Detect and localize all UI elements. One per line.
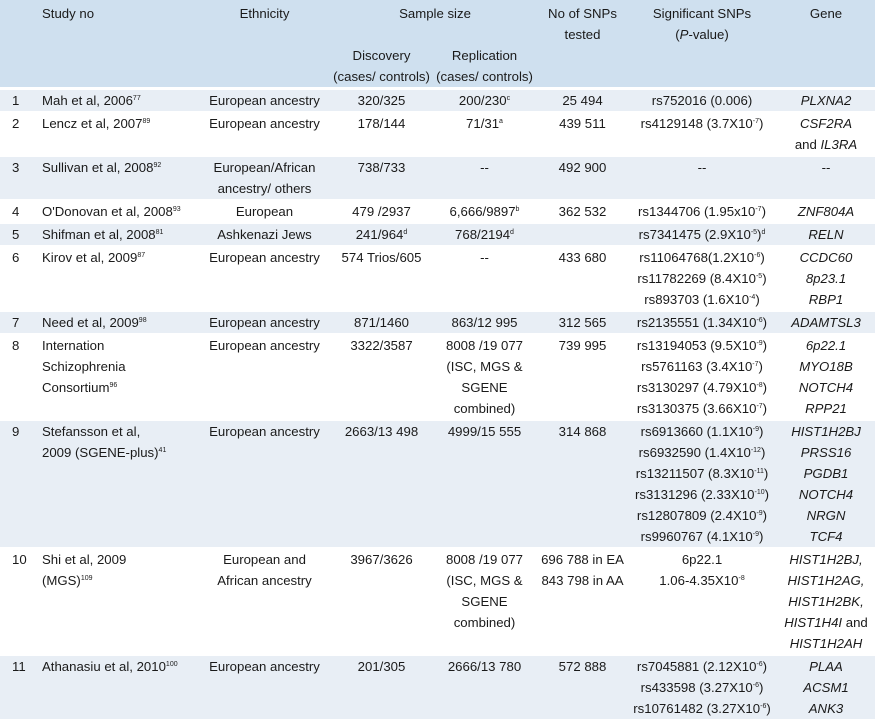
snps-tested-cell: 492 900 (558, 160, 607, 175)
significant-snps-cell: rs13194053 $(9.5X10^{-9})$ rs5761163 $(3.4X10^{-7})$ rs3130297 $(4.79X10^{-8})$ rs3130375 $(3.66X10^{-7})$ (636, 338, 768, 416)
discovery-cell: 2663/13 498 (344, 424, 419, 439)
replication-cell: 768/2194$^d$ (455, 227, 514, 242)
table-row (0, 420, 875, 548)
snps-tested-cell: 739 995 (558, 338, 607, 353)
discovery-cell: 320/325 (357, 93, 406, 108)
snps-tested-cell: 439 511 (559, 116, 606, 131)
ethnicity-cell: European ancestry (209, 659, 320, 674)
significant-snps-cell: rs7341475 $(2.9X10^{-5})^d$ (638, 227, 766, 242)
replication-cell: 8008 /19 077 (ISC, MGS & SGENE combined) (445, 338, 523, 416)
significant-snps-cell: rs2135551 $(1.34X10^{-6})$ (636, 315, 768, 330)
study-cell: Kirov et al, 2009$^{87}$ (42, 250, 146, 265)
gene-cell: HIST1H2BJ, HIST1H2AG, HIST1H2BK, HIST1H4I and HIST1H2AH (784, 552, 868, 651)
ethnicity-cell: European ancestry (209, 338, 320, 353)
row-number: 2 (12, 116, 20, 131)
discovery-cell: 479 /2937 (352, 204, 411, 219)
significant-snps-cell: rs1344706 $(1.95x10^{-7})$ (638, 204, 766, 219)
row-number: 10 (12, 552, 27, 567)
table-row (0, 112, 875, 156)
replication-cell: 4999/15 555 (447, 424, 522, 439)
table-row (0, 223, 875, 246)
table-row (0, 655, 875, 719)
significant-snps-cell: rs4129148 $(3.7X10^{-7})$ (640, 116, 764, 131)
snps-tested-cell: 314 868 (558, 424, 607, 439)
gene-cell: PLAA ACSM1 ANK3 (803, 659, 849, 716)
study-cell: Sullivan et al, 2008$^{92}$ (42, 160, 162, 175)
study-cell: Need et al, 2009$^{98}$ (42, 315, 147, 330)
replication-cell: 6,666/9897$^b$ (449, 204, 520, 219)
snps-tested-cell: 312 565 (558, 315, 607, 330)
row-number: 3 (12, 160, 20, 175)
study-cell: Stefansson et al, 2009 (SGENE-plus)$^{41}$ (42, 424, 167, 460)
discovery-cell: 3967/3626 (350, 552, 413, 567)
snps-tested-cell: 433 680 (558, 250, 607, 265)
study-cell: Lencz et al, 2007$^{89}$ (42, 116, 151, 131)
ethnicity-cell: European ancestry (209, 315, 320, 330)
ethnicity-cell: European ancestry (209, 93, 320, 108)
study-cell: Shi et al, 2009 (MGS)$^{109}$ (42, 552, 127, 588)
row-number: 7 (12, 315, 20, 330)
row-number: 1 (12, 93, 20, 108)
snps-tested-cell: 362 532 (558, 204, 607, 219)
snps-tested-cell: 25 494 (562, 93, 603, 108)
row-number: 11 (12, 659, 26, 674)
gene-cell: ADAMTSL3 (791, 315, 861, 330)
study-cell: O'Donovan et al, 2008$^{93}$ (42, 204, 181, 219)
subheader-row (0, 45, 875, 89)
ethnicity-cell: European ancestry (209, 116, 320, 131)
gene-cell: -- (821, 160, 831, 175)
table-row (0, 156, 875, 200)
header-ethnicity: Ethnicity (239, 6, 290, 21)
header-snps-tested: No of SNPs tested (548, 6, 617, 42)
gene-cell: ZNF804A (797, 204, 855, 219)
snps-tested-cell: 696 788 in EA 843 798 in AA (541, 552, 624, 588)
row-number: 9 (12, 424, 20, 439)
gene-cell: 6p22.1 MYO18B NOTCH4 RPP21 (798, 338, 854, 416)
header-significant-snps: Significant SNPs (P-value) (652, 6, 752, 42)
replication-cell: -- (480, 250, 489, 265)
discovery-cell: 201/305 (357, 659, 406, 674)
table-row (0, 246, 875, 311)
ethnicity-cell: European/African ancestry/ others (213, 160, 316, 196)
header-gene: Gene (809, 6, 843, 21)
discovery-cell: 871/1460 (353, 315, 409, 330)
table-row (0, 548, 875, 655)
study-cell: Athanasiu et al, 2010$^{100}$ (42, 659, 178, 674)
significant-snps-cell: $rs11064768(1.2X10^{-6})$ rs11782269 $(8.4X10^{-5})$ rs893703 $(1.6X10^{-4})$ (637, 250, 767, 307)
significant-snps-cell: -- (697, 160, 707, 175)
gene-cell: HIST1H2BJ PRSS16 PGDB1 NOTCH4 NRGN TCF4 (791, 424, 861, 544)
row-number: 5 (12, 227, 20, 242)
snps-tested-cell: 572 888 (558, 659, 607, 674)
study-cell: Mah et al, 2006$^{77}$ (42, 93, 141, 108)
header-discovery: Discovery (cases/ controls) (333, 48, 430, 84)
header-replication: Replication (cases/ controls) (436, 48, 533, 84)
header-sample-size: Sample size (399, 6, 471, 21)
significant-snps-cell: rs6913660 $(1.1X10^{-9})$ rs6932590 $(1.4X10^{-12})$ rs13211507 $(8.3X10^{-11})$ rs3131296 $(2.33X10^{-10})$ rs12807809 $(2.4X10^{-9})$ rs9960767 $(4.1X10^{-9})$ (634, 424, 770, 544)
row-number: 6 (12, 250, 20, 265)
replication-cell: -- (480, 160, 489, 175)
header-row (0, 0, 875, 45)
discovery-cell: 574 Trios/605 (341, 250, 422, 265)
replication-cell: 71/31$^a$ (466, 116, 503, 131)
significant-snps-cell: rs752016 (0.006) (651, 93, 753, 108)
snps-tested-cell (538, 223, 627, 246)
gene-cell: CSF2RA and IL3RA (794, 116, 858, 152)
ethnicity-cell: European (235, 204, 294, 219)
discovery-cell: 738/733 (357, 160, 406, 175)
discovery-cell: 3322/3587 (350, 338, 413, 353)
gene-cell: RELN (808, 227, 844, 242)
replication-cell: 2666/13 780 (447, 659, 522, 674)
study-cell: Internation Schizophrenia Consortium$^{96}$ (42, 338, 126, 395)
ethnicity-cell: European ancestry (209, 250, 320, 265)
table-row (0, 311, 875, 334)
row-number: 4 (12, 204, 20, 219)
discovery-cell: 241/964$^d$ (355, 227, 408, 242)
replication-cell: 863/12 995 (451, 315, 518, 330)
table-row (0, 200, 875, 223)
header-study-no: Study no (42, 6, 95, 21)
gene-cell: CCDC60 8p23.1 RBP1 (799, 250, 853, 307)
significant-snps-cell: 6p22.1 $1.06-4.35X10^{-8}$ (659, 552, 745, 588)
significant-snps-cell: rs7045881 $(2.12X10^{-6})$ rs433598 $(3.27X10^{-6})$ rs10761482 $(3.27X10^{-6})$ (633, 659, 771, 716)
discovery-cell: 178/144 (357, 116, 406, 131)
ethnicity-cell: European ancestry (209, 424, 320, 439)
table-row (0, 334, 875, 420)
replication-cell: 200/230$^c$ (458, 93, 511, 108)
replication-cell: 8008 /19 077 (ISC, MGS & SGENE combined) (445, 552, 523, 630)
row-number: 8 (12, 338, 20, 353)
study-cell: Shifman et al, 2008$^{81}$ (42, 227, 164, 242)
gene-cell: PLXNA2 (800, 93, 852, 108)
ethnicity-cell: European and African ancestry (217, 552, 312, 588)
table-row (0, 89, 875, 113)
ethnicity-cell: Ashkenazi Jews (217, 227, 312, 242)
